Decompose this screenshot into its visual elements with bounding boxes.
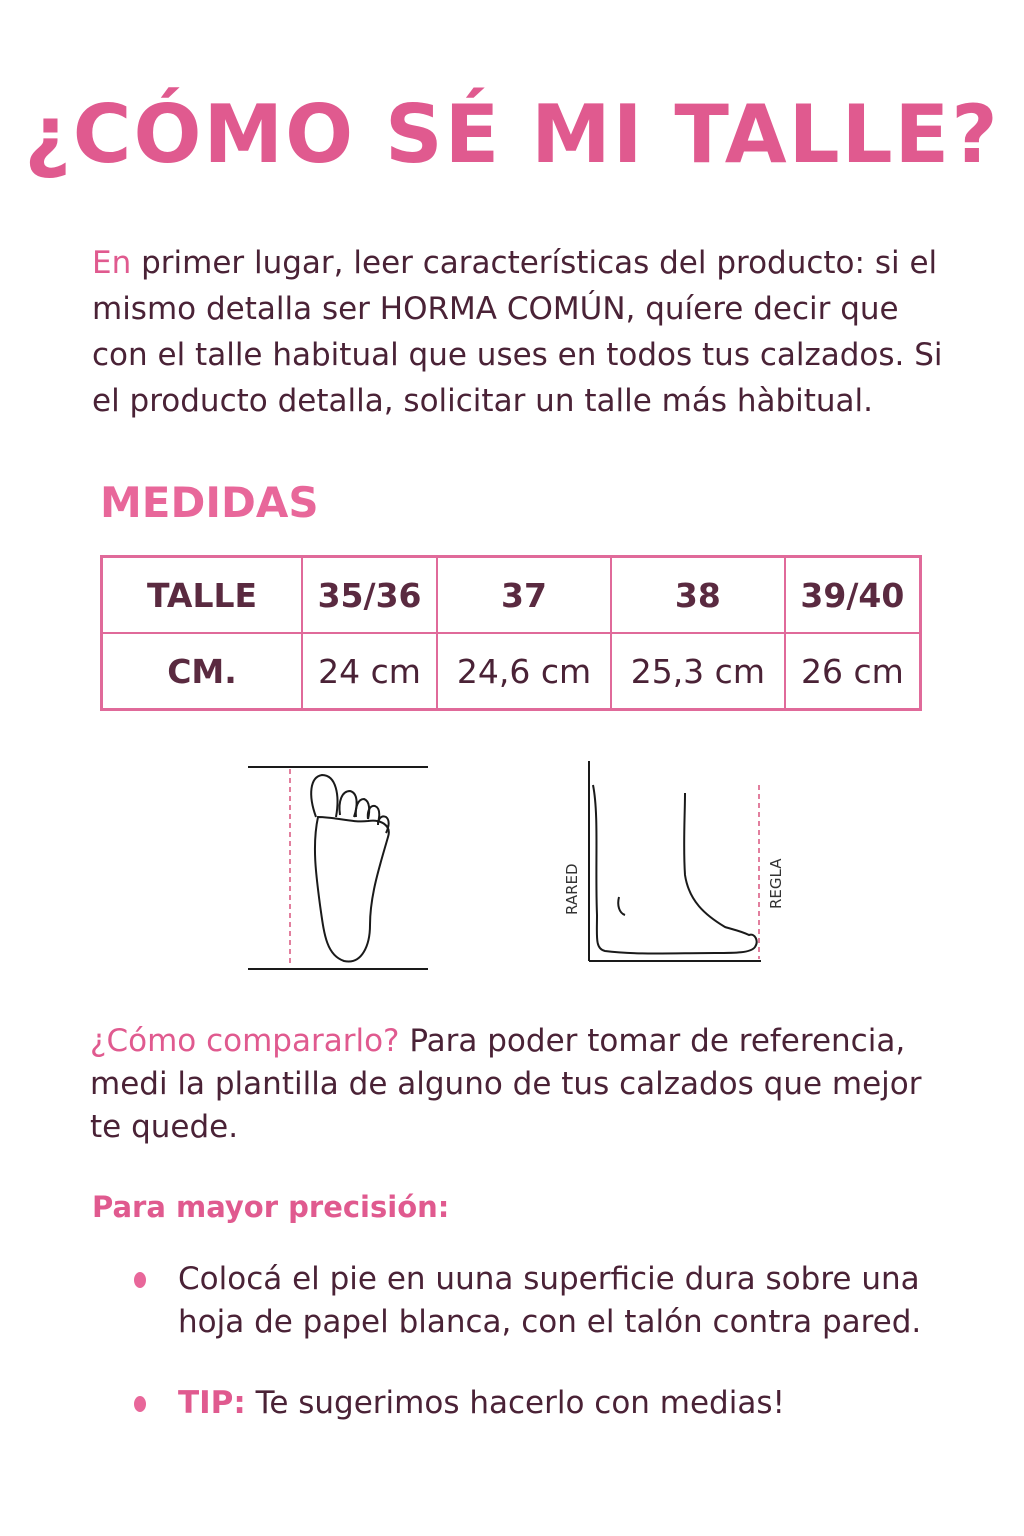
page-title: ¿CÓMO SÉ MI TALLE? [24,88,1000,181]
row-header-cm: CM. [102,633,303,710]
intro-first-word: En [92,245,132,281]
foot-side-icon [593,785,757,954]
compare-paragraph [90,1020,950,1149]
tip-label: TIP: [178,1385,246,1421]
foot-side-diagram [555,755,795,970]
ruler-label: REGLA [767,858,785,909]
bullet-text: Colocá el pie en uuna superficie dura sobre una hoja de papel blanca, con el talón contra pared. [178,1261,922,1340]
list-item [130,1258,930,1344]
size-cell: 38 [611,557,785,634]
precision-title: Para mayor precisión: [92,1190,450,1224]
table-row [102,633,921,710]
cm-cell: 24 cm [302,633,437,710]
precision-list [130,1258,930,1463]
tip-text: Te sugerimos hacerlo con medias! [245,1385,785,1421]
foot-outline-icon [311,775,389,962]
intro-text: primer lugar, leer características del producto: si el mismo detalla ser HORMA COMÚN, quíere decir que con el talle habitual que uses en todos tus calzados. Si el producto detalla, solicitar un talle más hàbitual. [92,245,943,419]
size-table [100,555,922,711]
compare-text: Para poder tomar de referencia, medi la plantilla de alguno de tus calzados que mejor te quede. [90,1023,922,1145]
bullet-icon [134,1272,146,1288]
size-cell: 35/36 [302,557,437,634]
cm-cell: 26 cm [785,633,921,710]
measurements-title: MEDIDAS [100,478,319,527]
cm-cell: 24,6 cm [437,633,611,710]
size-cell: 39/40 [785,557,921,634]
bullet-icon [134,1396,146,1412]
size-cell: 37 [437,557,611,634]
cm-cell: 25,3 cm [611,633,785,710]
wall-label: RARED [563,863,581,915]
list-item [130,1382,930,1425]
compare-question: ¿Cómo compararlo? [90,1023,400,1059]
foot-sole-diagram [240,755,440,980]
row-header-talle: TALLE [102,557,303,634]
table-row [102,557,921,634]
intro-paragraph [92,240,952,424]
